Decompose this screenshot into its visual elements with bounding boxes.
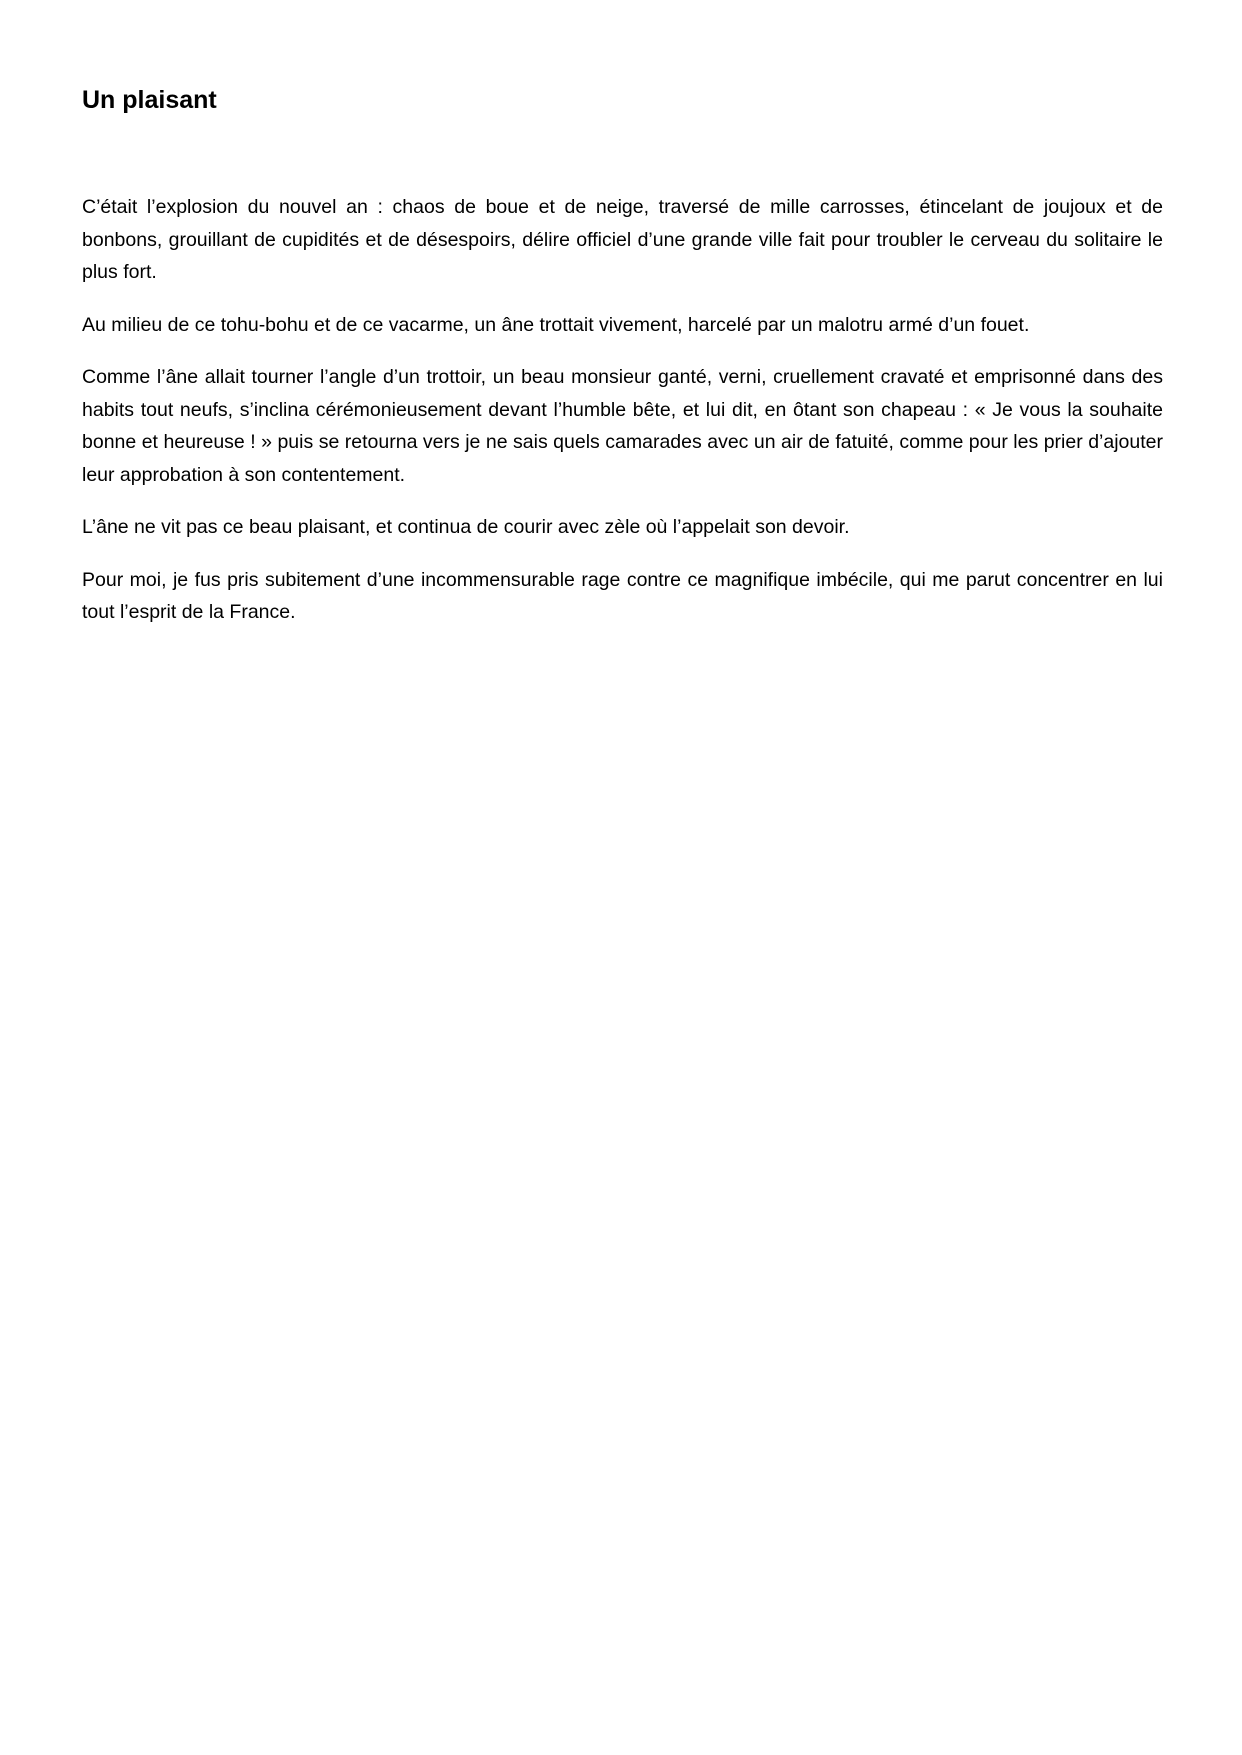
paragraph-1: C’était l’explosion du nouvel an : chaos de boue et de neige, traversé de mille carrosses, étincelant de joujoux et de bonbons, grouillant de cupidités et de désespoirs, délire officiel d’une grande ville fait pour troubler le cerveau du solitaire le plus fort. bbox=[82, 196, 1163, 283]
paragraph-3: Comme l’âne allait tourner l’angle d’un trottoir, un beau monsieur ganté, verni, cruellement cravaté et emprisonné dans des habits tout neufs, s’inclina cérémonieusement devant l’humble bête, et lui dit, en ôtant son chapeau : « Je vous la souhaite bonne et heureuse ! » puis se retourna vers je ne sais quels camarades avec un air de fatuité, comme pour les prier d’ajouter leur approbation à son contentement. bbox=[82, 366, 1163, 486]
document-body bbox=[82, 191, 1163, 649]
document-title: Un plaisant bbox=[82, 86, 217, 114]
paragraph-2: Au milieu de ce tohu-bohu et de ce vacarme, un âne trottait vivement, harcelé par un malotru armé d’un fouet. bbox=[82, 313, 1030, 336]
paragraph-5: Pour moi, je fus pris subitement d’une incommensurable rage contre ce magnifique imbécile, qui me parut concentrer en lui tout l’esprit de la France. bbox=[82, 568, 1163, 623]
paragraph-4: L’âne ne vit pas ce beau plaisant, et continua de courir avec zèle où l’appelait son devoir. bbox=[82, 516, 850, 538]
